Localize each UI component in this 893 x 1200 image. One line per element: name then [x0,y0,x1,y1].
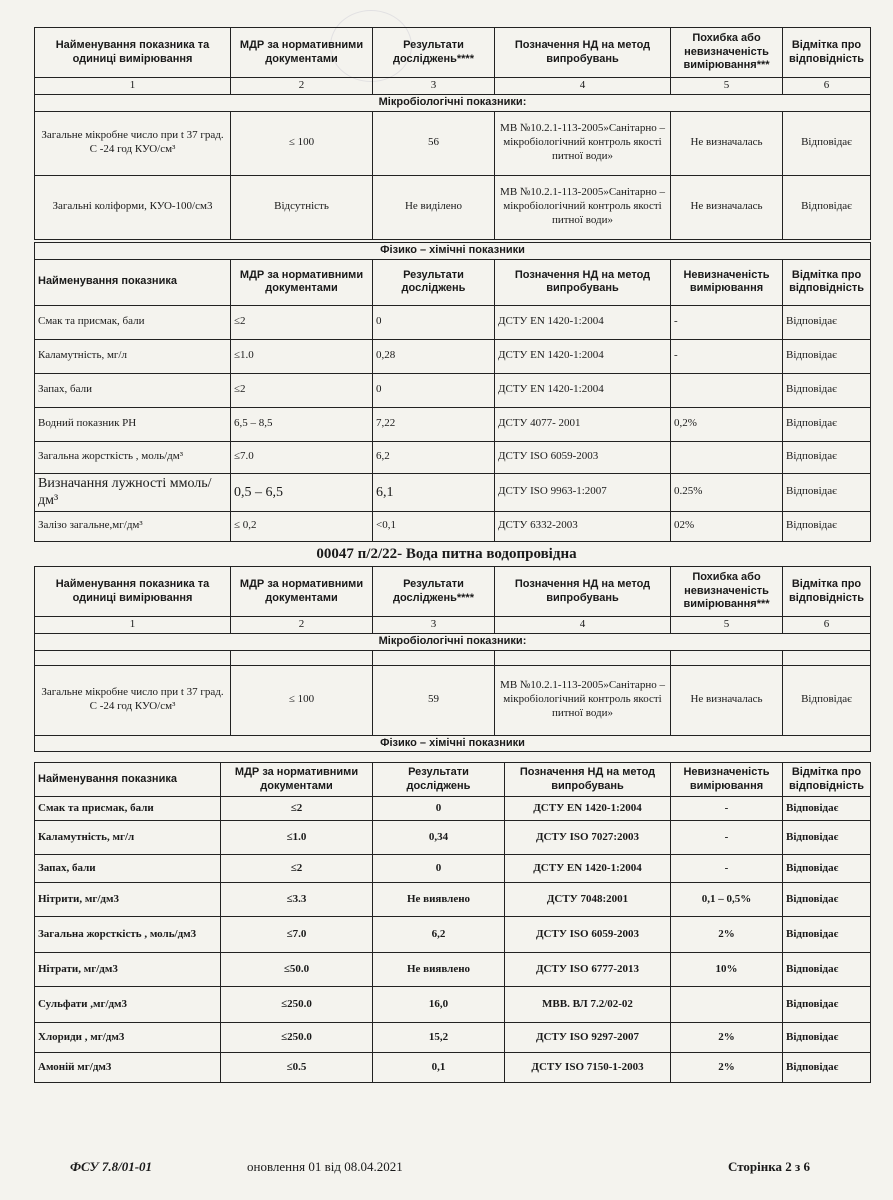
table-row [35,665,871,735]
cell-uncertainty [671,441,783,473]
cell-indicator: Визначання лужності ммоль/дм³ [35,473,231,511]
cell-indicator: Загальне мікробне число при t 37 град. С -24 год КУО/см³ [35,111,231,175]
cell-method: МВ №10.2.1-113-2005»Санітарно – мікробіологічний контроль якості питної води» [495,175,671,239]
cell-result: Не виділено [373,175,495,239]
cell-method: МВ №10.2.1-113-2005»Санітарно – мікробіологічний контроль якості питної води» [495,665,671,735]
cell-uncertainty: - [671,339,783,373]
cell-indicator: Сульфати ,мг/дм3 [35,987,221,1023]
cell-limit: Відсутність [231,175,373,239]
cell-conformity: Відповідає [783,821,871,855]
cell-conformity: Відповідає [783,797,871,821]
table-row [35,1053,871,1083]
cell-indicator: Залізо загальне,мг/дм³ [35,511,231,541]
cell-conformity: Відповідає [783,339,871,373]
cell-conformity: Відповідає [783,175,871,239]
cell-uncertainty: Не визначалась [671,111,783,175]
header-cell: Найменування показника [35,259,231,305]
cell-result: 0 [373,797,505,821]
header-cell: Результати досліджень**** [373,28,495,78]
cell-indicator: Водний показник РН [35,407,231,441]
table-row [35,511,871,541]
cell-indicator: Каламутність, мг/л [35,339,231,373]
cell-uncertainty: 0,1 – 0,5% [671,883,783,917]
cell-method: ДСТУ ISO 6059-2003 [505,917,671,953]
cell-method: ДСТУ EN 1420-1:2004 [495,305,671,339]
table-header-row [35,28,871,78]
cell-conformity: Відповідає [783,305,871,339]
cell-method: ДСТУ EN 1420-1:2004 [505,797,671,821]
header-cell: МДР за нормативними документами [231,28,373,78]
table-row [35,987,871,1023]
cell-limit: ≤3.3 [221,883,373,917]
column-number: 2 [231,617,373,634]
page-number: Сторінка 2 з 6 [728,1159,811,1174]
column-number: 4 [495,78,671,95]
cell-method: ДСТУ ISO 7150-1-2003 [505,1053,671,1083]
cell-limit: ≤ 0,2 [231,511,373,541]
cell-method: ДСТУ ISO 9297-2007 [505,1023,671,1053]
section-title: Фізико – хімічні показники [35,243,871,260]
cell-limit: ≤250.0 [221,1023,373,1053]
table-header-row [35,763,871,797]
header-cell: Результати досліджень**** [373,567,495,617]
cell-conformity: Відповідає [783,855,871,883]
cell-indicator: Загальна жорсткість , моль/дм³ [35,441,231,473]
cell-conformity: Відповідає [783,407,871,441]
cell-indicator: Загальна жорсткість , моль/дм3 [35,917,221,953]
header-cell: Відмітка про відповідність [783,763,871,797]
cell-method: ДСТУ 6332-2003 [495,511,671,541]
table-row [35,855,871,883]
header-cell: Невизначеність вимірювання [671,763,783,797]
cell-method: ДСТУ ISO 9963-1:2007 [495,473,671,511]
header-cell: Відмітка про відповідність [783,28,871,78]
cell-conformity: Відповідає [783,511,871,541]
column-number: 6 [783,617,871,634]
cell-result: 0 [373,305,495,339]
cell-limit: ≤2 [221,855,373,883]
table-row [35,305,871,339]
cell-conformity: Відповідає [783,441,871,473]
header-cell: Найменування показника [35,763,221,797]
cell-indicator: Запах, бали [35,373,231,407]
cell-uncertainty: 2% [671,1053,783,1083]
cell-indicator: Хлориди , мг/дм3 [35,1023,221,1053]
cell-method: ДСТУ 7048:2001 [505,883,671,917]
table-row [35,1023,871,1053]
table-row [35,441,871,473]
cell-indicator: Нітрити, мг/дм3 [35,883,221,917]
cell-conformity: Відповідає [783,883,871,917]
cell-indicator: Амоній мг/дм3 [35,1053,221,1083]
cell-method: ДСТУ ISO 6059-2003 [495,441,671,473]
cell-uncertainty: 2% [671,917,783,953]
header-cell: Позначення НД на метод випробувань [495,28,671,78]
cell-uncertainty: 0,2% [671,407,783,441]
cell-result: 6,2 [373,917,505,953]
cell-uncertainty [671,987,783,1023]
physchem-table-1 [34,242,871,542]
cell-uncertainty: Не визначалась [671,175,783,239]
cell-uncertainty [671,373,783,407]
cell-result: Не виявлено [373,953,505,987]
table-header-row [35,259,871,305]
cell-conformity: Відповідає [783,987,871,1023]
header-cell: Похибка або невизначеність вимірювання*** [671,567,783,617]
cell-indicator: Нітрати, мг/дм3 [35,953,221,987]
cell-conformity: Відповідає [783,1023,871,1053]
column-number: 1 [35,617,231,634]
cell-method: МВ №10.2.1-113-2005»Санітарно – мікробіологічний контроль якості питної води» [495,111,671,175]
cell-method: МВВ. ВЛ 7.2/02-02 [505,987,671,1023]
table-row [35,373,871,407]
cell-uncertainty: Не визначалась [671,665,783,735]
header-cell: Найменування показника та одиниці вимірювання [35,567,231,617]
cell-indicator: Смак та присмак, бали [35,797,221,821]
cell-limit: ≤250.0 [221,987,373,1023]
cell-result: 0,1 [373,1053,505,1083]
header-cell: Похибка або невизначеність вимірювання*** [671,28,783,78]
header-cell: МДР за нормативними документами [231,259,373,305]
header-cell: Невизначеність вимірювання [671,259,783,305]
cell-uncertainty: 2% [671,1023,783,1053]
header-cell: Позначення НД на метод випробувань [505,763,671,797]
cell-limit: ≤0.5 [221,1053,373,1083]
cell-conformity: Відповідає [783,1053,871,1083]
table-row [35,473,871,511]
cell-method: ДСТУ ISO 7027:2003 [505,821,671,855]
cell-indicator: Запах, бали [35,855,221,883]
cell-limit: 0,5 – 6,5 [231,473,373,511]
header-cell: МДР за нормативними документами [221,763,373,797]
header-cell: Найменування показника та одиниці вимірювання [35,28,231,78]
cell-result: 7,22 [373,407,495,441]
column-number: 4 [495,617,671,634]
cell-result: 0 [373,855,505,883]
microbiology-table-1 [34,27,871,240]
cell-limit: ≤1.0 [221,821,373,855]
column-number: 3 [373,78,495,95]
cell-limit: 6,5 – 8,5 [231,407,373,441]
header-cell: Відмітка про відповідність [783,567,871,617]
cell-conformity: Відповідає [783,953,871,987]
column-number: 6 [783,78,871,95]
cell-result: 56 [373,111,495,175]
cell-method: ДСТУ EN 1420-1:2004 [495,339,671,373]
cell-indicator: Загальне мікробне число при t 37 град. С -24 год КУО/см³ [35,665,231,735]
physchem-table-2 [34,762,871,1083]
cell-limit: ≤2 [221,797,373,821]
column-number: 5 [671,617,783,634]
cell-conformity: Відповідає [783,917,871,953]
header-cell: МДР за нормативними документами [231,567,373,617]
table-row [35,821,871,855]
cell-result: 0 [373,373,495,407]
column-number: 3 [373,617,495,634]
column-number-row [35,78,871,95]
cell-indicator: Смак та присмак, бали [35,305,231,339]
cell-conformity: Відповідає [783,373,871,407]
column-number: 1 [35,78,231,95]
cell-result: 59 [373,665,495,735]
cell-conformity: Відповідає [783,665,871,735]
table-row [35,917,871,953]
cell-limit: ≤7.0 [221,917,373,953]
cell-limit: ≤ 100 [231,665,373,735]
cell-method: ДСТУ ISO 6777-2013 [505,953,671,987]
cell-indicator: Загальні коліформи, КУО-100/см3 [35,175,231,239]
cell-result: <0,1 [373,511,495,541]
form-code: ФСУ 7.8/01-01 [70,1159,153,1174]
update-note: оновлення 01 від 08.04.2021 [247,1159,403,1174]
table-row [35,175,871,239]
header-cell: Результати досліджень [373,259,495,305]
table-row [35,797,871,821]
cell-result: 6,2 [373,441,495,473]
header-cell: Відмітка про відповідність [783,259,871,305]
cell-method: ДСТУ EN 1420-1:2004 [505,855,671,883]
column-number: 2 [231,78,373,95]
cell-uncertainty: - [671,797,783,821]
cell-limit: ≤2 [231,305,373,339]
cell-limit: ≤50.0 [221,953,373,987]
section-title: Фізико – хімічні показники [35,735,871,752]
section-title: Мікробіологічні показники: [35,633,871,650]
cell-indicator: Каламутність, мг/л [35,821,221,855]
cell-conformity: Відповідає [783,473,871,511]
cell-result: 0,34 [373,821,505,855]
sample-heading: 00047 п/2/22- Вода питна водопровідна [316,546,577,562]
table-row [35,953,871,987]
cell-uncertainty: 0.25% [671,473,783,511]
cell-result: Не виявлено [373,883,505,917]
table-row [35,111,871,175]
cell-conformity: Відповідає [783,111,871,175]
table-header-row [35,567,871,617]
cell-result: 0,28 [373,339,495,373]
microbiology-table-2 [34,566,871,752]
cell-uncertainty: 02% [671,511,783,541]
cell-limit: ≤ 100 [231,111,373,175]
column-number-row [35,617,871,634]
cell-limit: ≤1.0 [231,339,373,373]
cell-method: ДСТУ 4077- 2001 [495,407,671,441]
header-cell: Позначення НД на метод випробувань [495,567,671,617]
table-row [35,407,871,441]
cell-limit: ≤7.0 [231,441,373,473]
cell-result: 15,2 [373,1023,505,1053]
cell-result: 16,0 [373,987,505,1023]
header-cell: Результати досліджень [373,763,505,797]
table-row [35,339,871,373]
cell-uncertainty: - [671,855,783,883]
table-row [35,883,871,917]
cell-uncertainty: - [671,821,783,855]
cell-uncertainty: 10% [671,953,783,987]
header-cell: Позначення НД на метод випробувань [495,259,671,305]
cell-limit: ≤2 [231,373,373,407]
column-number: 5 [671,78,783,95]
cell-method: ДСТУ EN 1420-1:2004 [495,373,671,407]
cell-result: 6,1 [373,473,495,511]
cell-uncertainty: - [671,305,783,339]
section-title: Мікробіологічні показники: [35,94,871,111]
